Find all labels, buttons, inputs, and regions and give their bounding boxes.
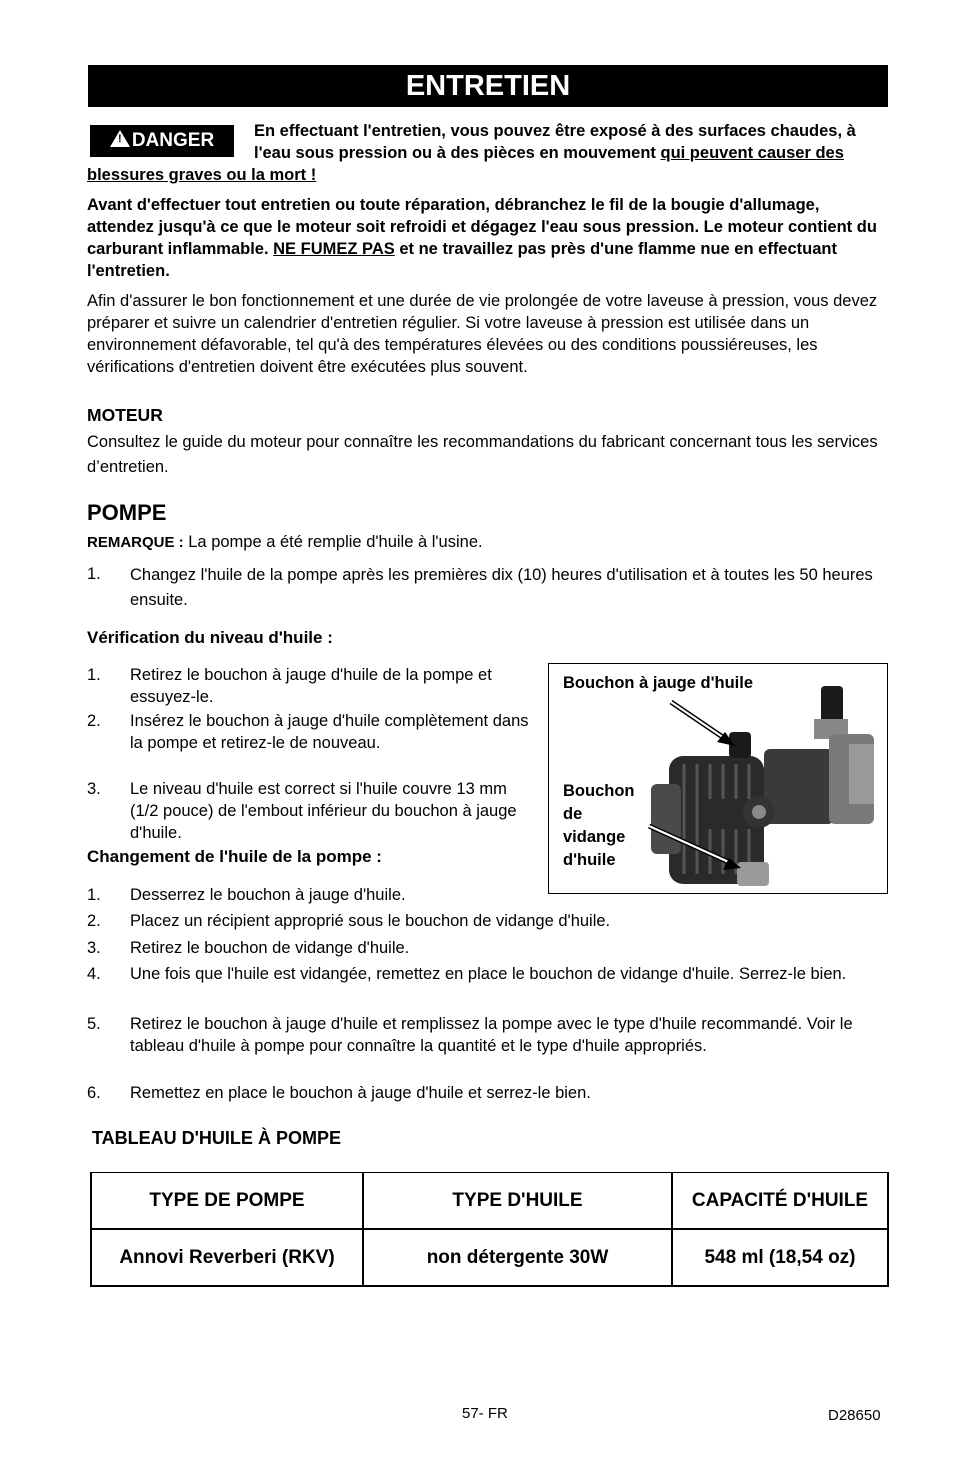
verification-number: 1. [87, 666, 101, 684]
pump-illustration [549, 664, 889, 895]
drain-label-line: d'huile [563, 851, 616, 869]
no-smoking-text: NE FUMEZ PAS [273, 240, 395, 258]
pompe-remark [87, 531, 887, 554]
table-header-cell: TYPE D'HUILE [363, 1173, 672, 1230]
changement-number: 1. [87, 886, 101, 904]
intro-paragraph: Afin d'assurer le bon fonctionnement et une durée de vie prolongée de votre laveuse à pression, vous devez préparer et suivre un calendrier d'entretien régulier. Si votre laveuse à pression est utilisée dans un environnement défavorable, tel qu'à des températures élevées ou des conditions poussiéreuses, les vérifications d'entretien doivent être exécutées plus souvent. [87, 292, 878, 376]
changement-item: Retirez le bouchon à jauge d'huile et remplissez la pompe avec le type d'huile recommandé. Voir le tableau d'huile à pompe pour connaître la quantité et le type d'huile appropriés. [130, 1015, 853, 1055]
changement-number: 4. [87, 965, 101, 983]
table-heading: TABLEAU D'HUILE À POMPE [92, 1128, 341, 1148]
drain-plug [737, 862, 769, 886]
warning-part1: Avant d'effectuer tout entretien ou toute réparation, débranchez le fil de la bougie d'allumage, attendez jusqu'à ce que le moteur soit refroidi et dégagez l'eau sous pression. Le moteur contient du carburant inflammable. [87, 196, 877, 258]
page-title: ENTRETIEN [88, 65, 888, 107]
verification-number: 2. [87, 712, 101, 730]
changement-item: Une fois que l'huile est vidangée, remettez en place le bouchon de vidange d'huile. Serrez-le bien. [130, 965, 847, 983]
verification-item: Retirez le bouchon à jauge d'huile de la pompe et essuyez-le. [130, 666, 492, 706]
table-row [91, 1229, 888, 1286]
danger-paragraph [87, 120, 887, 186]
pump-body [651, 686, 874, 886]
table-cell: Annovi Reverberi (RKV) [91, 1229, 363, 1286]
pump-figure [548, 663, 888, 894]
warning-triangle-icon: ! [110, 130, 130, 147]
warning-part2: et ne travaillez pas près d'une flamme nue en effectuant l'entretien. [87, 240, 837, 280]
table-header-cell: CAPACITÉ D'HUILE [672, 1173, 888, 1230]
pompe-item-text: Changez l'huile de la pompe après les premières dix (10) heures d'utilisation et à toutes les 50 heures ensuite. [130, 566, 873, 609]
drain-label-line: vidange [563, 828, 626, 846]
page-number: 57- FR [462, 1405, 508, 1422]
figure-label-dipstick: Bouchon à jauge d'huile [563, 674, 754, 692]
table-cell: non détergente 30W [363, 1229, 672, 1286]
changement-item: Desserrez le bouchon à jauge d'huile. [130, 886, 406, 904]
changement-item: Placez un récipient approprié sous le bouchon de vidange d'huile. [130, 912, 611, 930]
changement-number: 6. [87, 1084, 101, 1102]
oil-table [90, 1172, 889, 1287]
remark-text: La pompe a été remplie d'huile à l'usine. [183, 533, 483, 551]
table-header-row [91, 1173, 888, 1230]
remark-label: REMARQUE : [87, 534, 184, 551]
pompe-item-number: 1. [87, 565, 101, 583]
badge-spacer [87, 120, 254, 160]
pompe-heading: POMPE [87, 500, 167, 525]
changement-item: Retirez le bouchon de vidange d'huile. [130, 939, 410, 957]
moteur-text: Consultez le guide du moteur pour connaître les recommandations du fabricant concernant tous les services d’entretien. [87, 433, 878, 476]
verification-item: Le niveau d'huile est correct si l'huile couvre 13 mm (1/2 pouce) de l'embout inférieur du bouchon à jauge d'huile. [130, 780, 517, 842]
changement-item: Remettez en place le bouchon à jauge d'huile et serrez-le bien. [130, 1084, 591, 1102]
table-cell: 548 ml (18,54 oz) [672, 1229, 888, 1286]
verification-item: Insérez le bouchon à jauge d'huile complètement dans la pompe et retirez-le de nouveau. [130, 712, 529, 752]
warning-paragraph [87, 194, 887, 282]
danger-text-main: En effectuant l'entretien, vous pouvez être exposé à des surfaces chaudes, à l'eau sous pression ou à des pièces en mouvement [254, 122, 856, 162]
verification-number: 3. [87, 780, 101, 798]
changement-number: 2. [87, 912, 101, 930]
moteur-heading: MOTEUR [87, 405, 163, 425]
danger-text-underlined-inline: qui peuvent causer des blessures graves ou la mort ! [87, 144, 844, 184]
verification-heading: Vérification du niveau d'huile : [87, 628, 333, 647]
document-code: D28650 [828, 1407, 881, 1424]
danger-label: DANGER [131, 130, 215, 151]
changement-number: 5. [87, 1015, 101, 1033]
table-header-cell: TYPE DE POMPE [91, 1173, 363, 1230]
drain-label-line: Bouchon [563, 782, 635, 800]
changement-heading: Changement de l'huile de la pompe : [87, 847, 382, 866]
drain-label-line: de [563, 805, 583, 823]
changement-number: 3. [87, 939, 101, 957]
dipstick-arrow [671, 702, 735, 746]
